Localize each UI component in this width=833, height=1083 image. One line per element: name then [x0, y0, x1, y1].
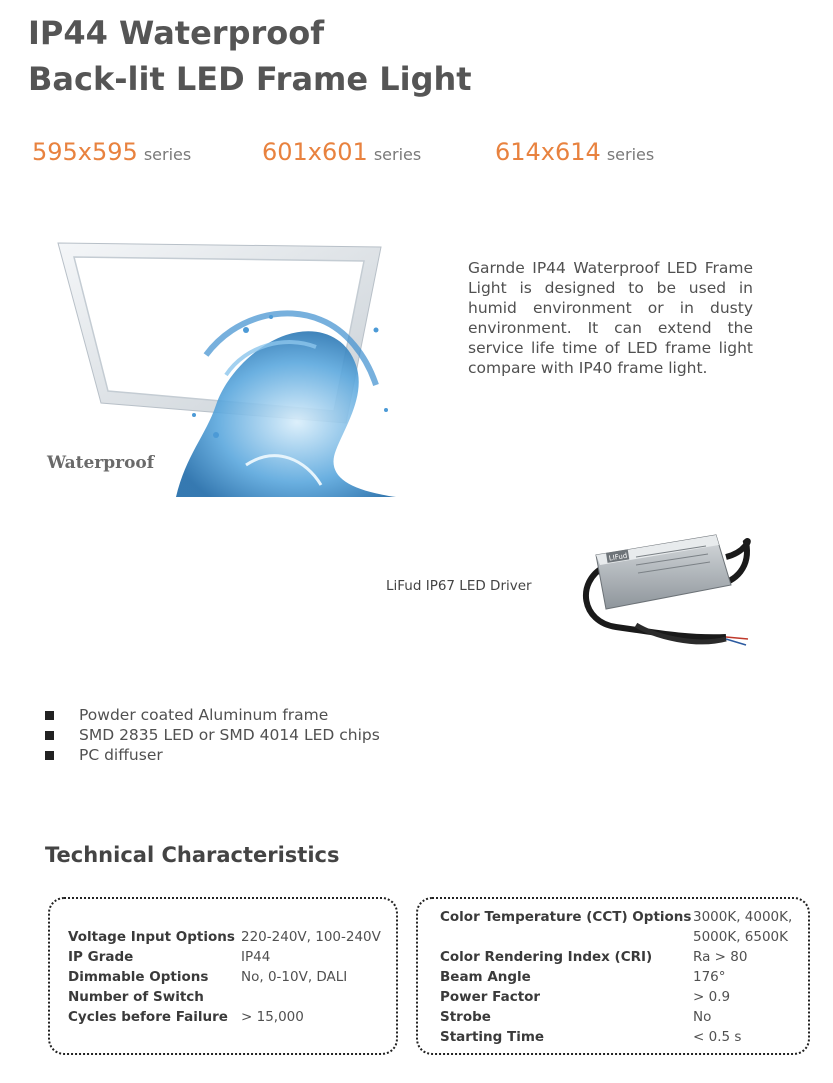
driver-brand-text: LIFud — [608, 551, 628, 563]
led-driver-image — [576, 527, 756, 653]
waterproof-label: Waterproof — [47, 453, 155, 473]
spec-label: Starting Time — [440, 1029, 545, 1045]
spec-value: No — [693, 1009, 712, 1025]
series-614 — [495, 138, 654, 166]
title-line-1: IP44 Waterproof — [28, 14, 325, 52]
section-title: Technical Characteristics — [45, 843, 340, 867]
spec-value: < 0.5 s — [693, 1029, 742, 1045]
spec-value: > 15,000 — [241, 1009, 304, 1025]
spec-value: IP44 — [241, 949, 271, 965]
series-size: 614x614 — [495, 138, 601, 166]
bullet-icon — [45, 751, 54, 760]
series-size: 595x595 — [32, 138, 138, 166]
series-label: series — [606, 145, 655, 164]
spec-label: Beam Angle — [440, 969, 531, 985]
product-description: Garnde IP44 Waterproof LED Frame Light is designed to be used in humid environment or in dusty environment. It can extend the service life time of LED frame light compare with IP40 frame light. — [468, 259, 753, 377]
spec-value: No, 0-10V, DALI — [241, 969, 348, 985]
spec-value: 220-240V, 100-240V — [241, 929, 381, 945]
spec-label: Strobe — [440, 1009, 491, 1025]
series-601 — [262, 138, 421, 166]
list-item: PC diffuser — [45, 745, 380, 765]
list-item: Powder coated Aluminum frame — [45, 705, 380, 725]
spec-box-left — [48, 897, 398, 1055]
spec-value: Ra > 80 — [693, 949, 748, 965]
series-label: series — [373, 145, 422, 164]
title-line-2: Back-lit LED Frame Light — [28, 60, 472, 98]
series-size: 601x601 — [262, 138, 368, 166]
spec-box-right — [416, 897, 810, 1055]
spec-label: IP Grade — [68, 949, 134, 965]
series-label: series — [143, 145, 192, 164]
page-title — [28, 10, 472, 102]
spec-value: > 0.9 — [693, 989, 731, 1005]
bullet-icon — [45, 711, 54, 720]
spec-label: Cycles before Failure — [68, 1009, 228, 1025]
series-row — [0, 138, 833, 178]
spec-value: 176° — [693, 969, 726, 985]
spec-label: Dimmable Options — [68, 969, 209, 985]
spec-label: Color Rendering Index (CRI) — [440, 949, 653, 965]
driver-label: LiFud IP67 LED Driver — [386, 578, 532, 594]
spec-label: Power Factor — [440, 989, 541, 1005]
list-item: SMD 2835 LED or SMD 4014 LED chips — [45, 725, 380, 745]
spec-value: 5000K, 6500K — [693, 929, 789, 945]
feature-list — [45, 705, 380, 765]
spec-value: 3000K, 4000K, — [693, 909, 793, 925]
spec-label: Number of Switch — [68, 989, 204, 1005]
bullet-icon — [45, 731, 54, 740]
spec-label: Color Temperature (CCT) Options — [440, 909, 692, 925]
spec-label: Voltage Input Options — [68, 929, 235, 945]
series-595 — [32, 138, 191, 166]
